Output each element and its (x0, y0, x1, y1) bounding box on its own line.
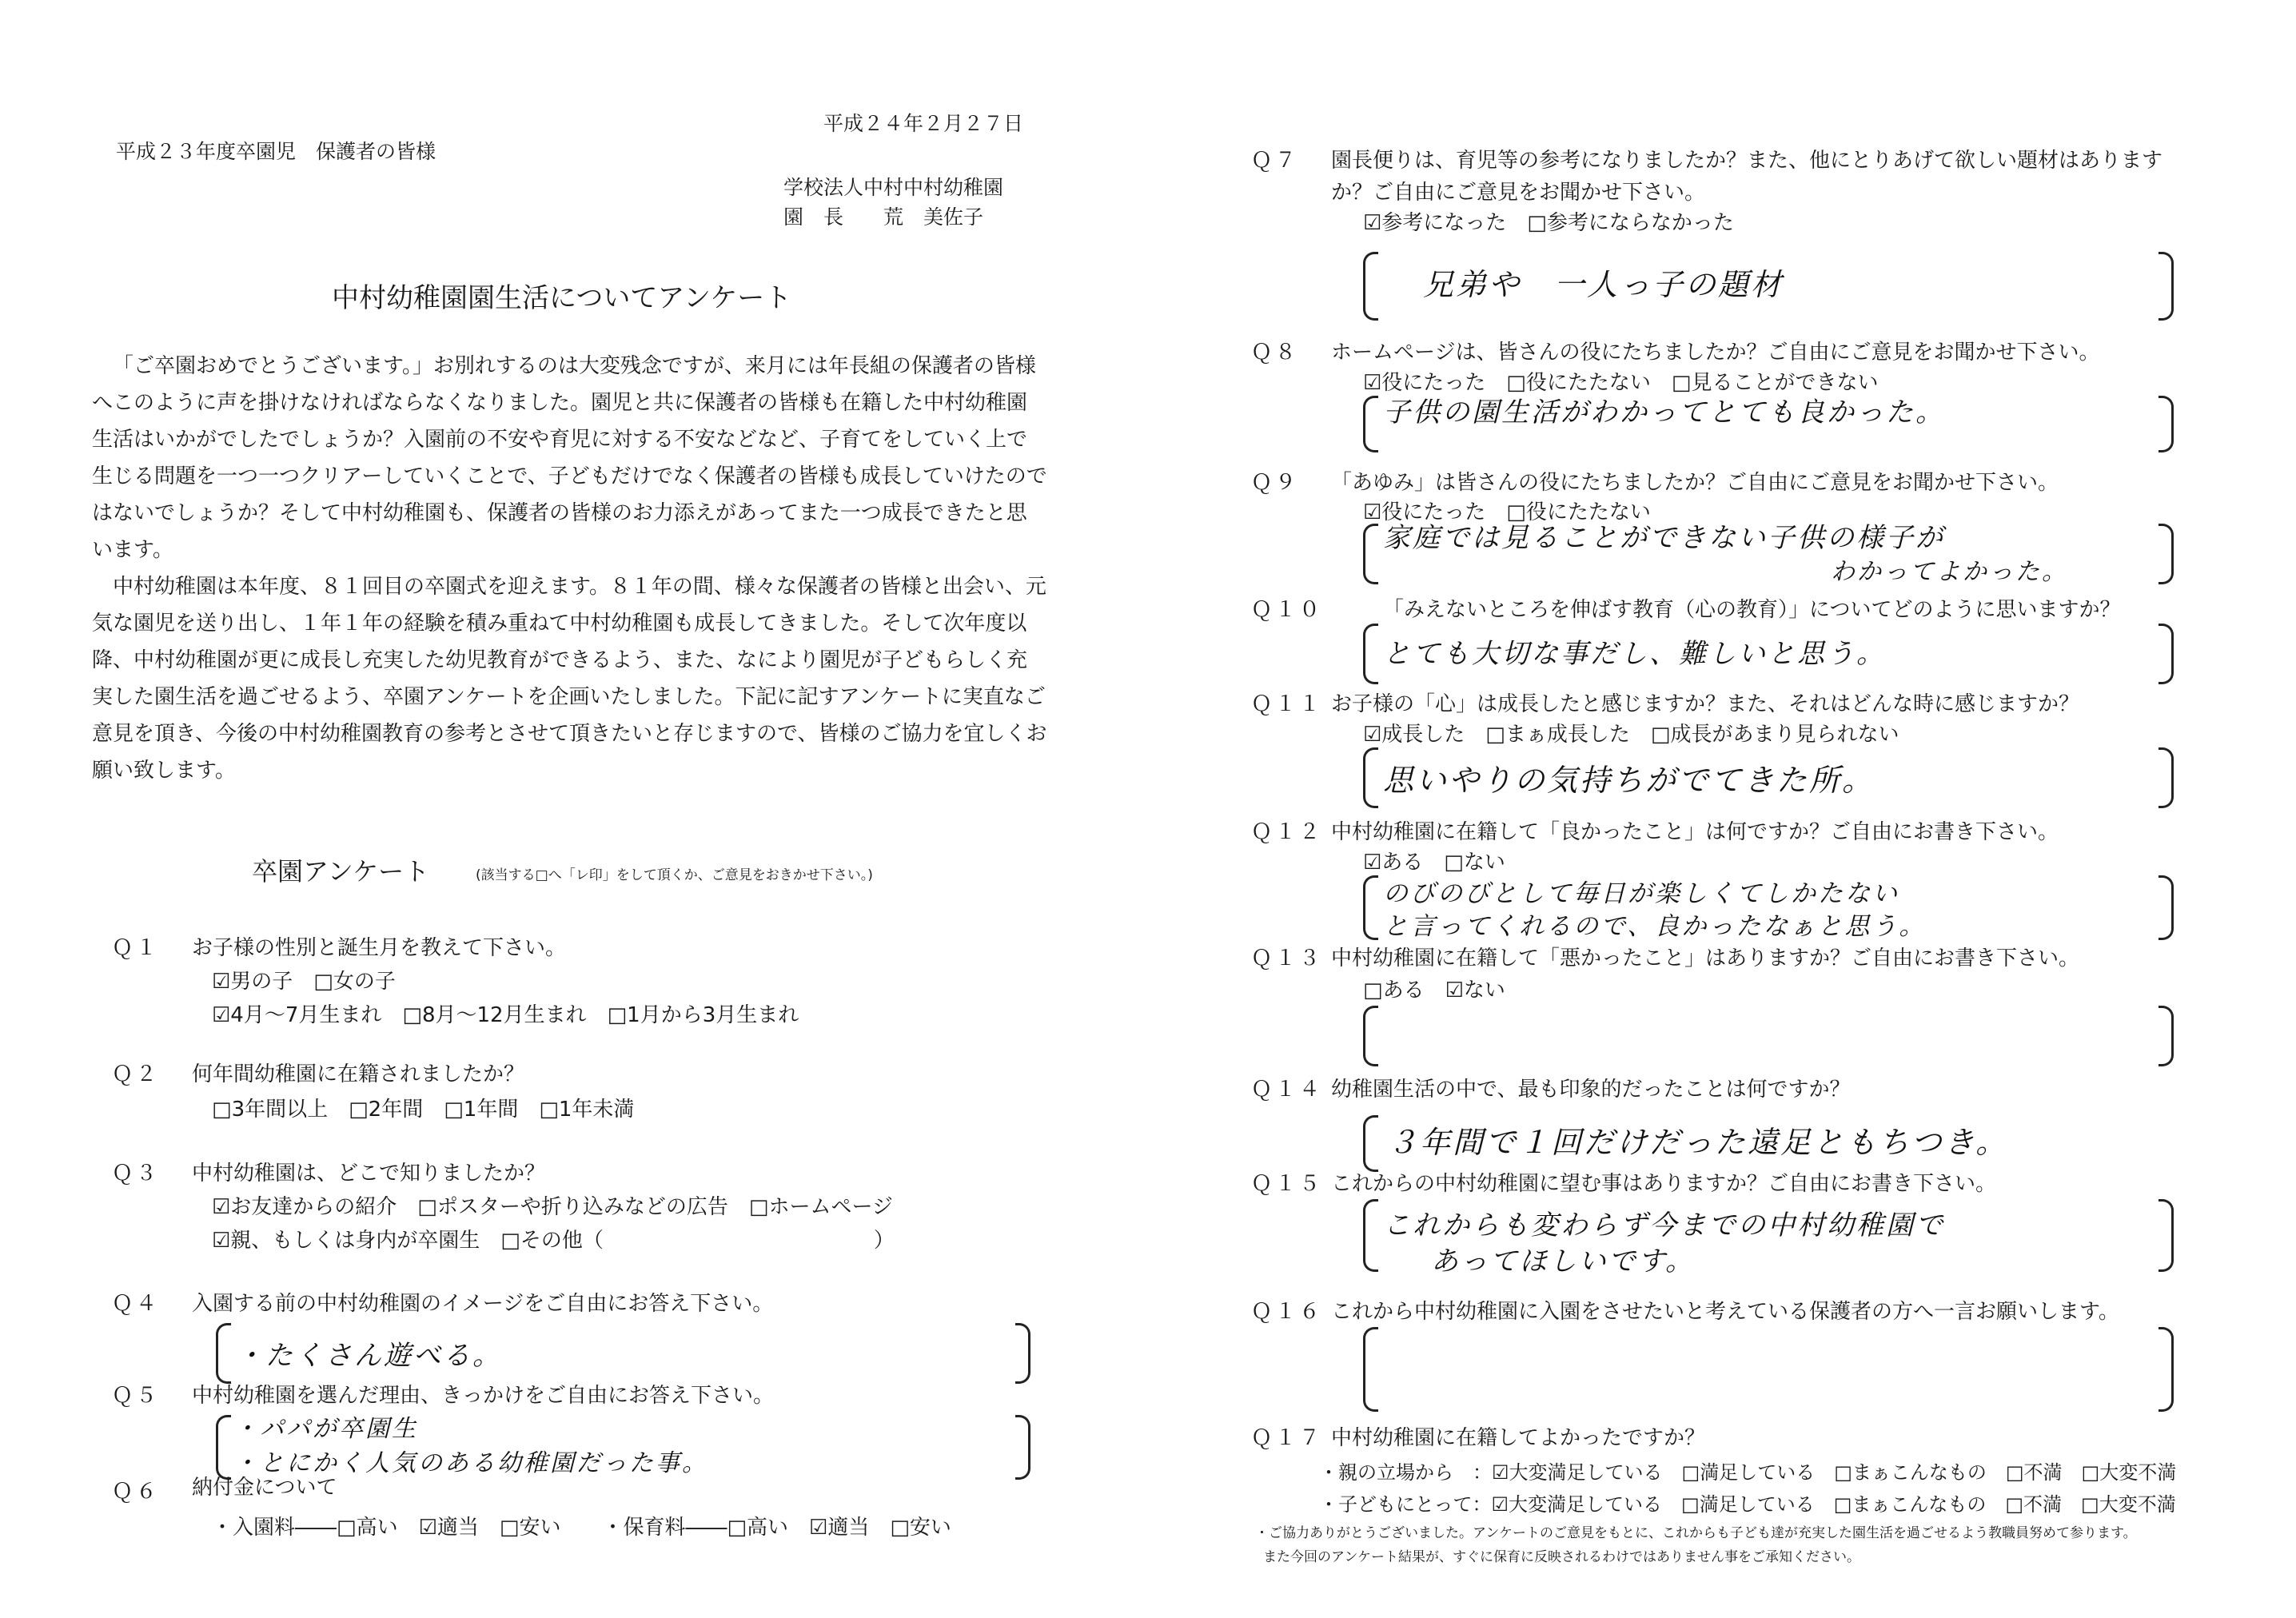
q4-number: Ｑ４ (112, 1292, 161, 1316)
q7-options[interactable]: ☑参考になった □参考にならなかった (1363, 211, 1734, 235)
q1-options-gender[interactable]: ☑男の子 □女の子 (212, 970, 396, 994)
survey-note: (該当する□へ「レ印」をして頂くか、ご意見をおきかせ下さい。) (476, 867, 873, 883)
q1-number: Ｑ１ (112, 936, 161, 960)
q13-question: 中村幼稚園に在籍して「悪かったこと」はありますか？ご自由にお書き下さい。 (1331, 946, 2080, 970)
q9-number: Ｑ９ (1251, 471, 1300, 495)
q12-handwritten-answer-1[interactable]: のびのびとして毎日が楽しくてしかたない (1383, 879, 1899, 908)
q7-question-line2: か？ご自由にご意見をお聞かせ下さい。 (1331, 181, 1706, 205)
footer-line-1: ・ご協力ありがとうございました。アンケートのご意見をもとに、これからも子ども達が充実した園生活を過ごせるよう教職員努めて参ります。 (1255, 1525, 2137, 1541)
q12-answer-bracket-right (2158, 875, 2174, 940)
q13-answer-bracket-left (1363, 1006, 1378, 1066)
q11-answer-bracket-left (1363, 747, 1378, 808)
q4-handwritten-answer[interactable]: ・たくさん遊べる。 (236, 1340, 502, 1372)
q8-answer-bracket-left (1363, 396, 1378, 452)
q1-question: お子様の性別と誕生月を教えて下さい。 (192, 936, 567, 960)
q4-answer-bracket-left (216, 1323, 231, 1384)
q15-number: Ｑ１５ (1251, 1172, 1324, 1196)
q10-handwritten-answer[interactable]: とても大切な事だし、難しいと思う。 (1383, 638, 1886, 670)
q12-question: 中村幼稚園に在籍して「良かったこと」は何ですか？ご自由にお書き下さい。 (1331, 820, 2059, 844)
q12-options[interactable]: ☑ある □ない (1363, 851, 1505, 875)
q15-handwritten-answer-1[interactable]: これからも変わらず今までの中村幼稚園で (1383, 1210, 1945, 1241)
q14-question: 幼稚園生活の中で、最も印象的だったことは何ですか？ (1331, 1078, 1851, 1102)
q6-options[interactable]: ・入園料――□高い ☑適当 □安い ・保育料――□高い ☑適当 □安い (212, 1516, 951, 1540)
intro-paragraph-1: 「ご卒園おめでとうございます。」お別れするのは大変残念ですが、来月には年長組の保護者の皆様へこのように声を掛けなければならなくなりました。園児と共に保護者の皆様も在籍した中村幼稚園生活はいかがでしたでしょうか？入園前の不安や育児に対する不安などなど、子育てをしていく上で生じる問題を一つ一つクリアーしていくことで、子どもだけでなく保護者の皆様も成長していけたのではないでしょうか？そして中村幼稚園も、保護者の皆様のお力添えがあってまた一つ成長できたと思います。 (92, 354, 1047, 562)
q2-number: Ｑ２ (112, 1062, 161, 1086)
q10-answer-bracket-left (1363, 624, 1378, 684)
intro-paragraph-2: 中村幼稚園は本年度、８１回目の卒園式を迎えます。８１年の間、様々な保護者の皆様と出会い、元気な園児を送り出し、１年１年の経験を積み重ねて中村幼稚園も成長してきました。そして次年度以降、中村幼稚園が更に成長し充実した幼児教育ができるよう、また、なにより園児が子どもらしく充実した園生活を過ごせるよう、卒園アンケートを企画いたしました。下記に記すアンケートに実直なご意見を頂き、今後の中村幼稚園教育の参考とさせて頂きたいと存じますので、皆様のご協力を宜しくお願い致します。 (92, 575, 1047, 783)
q12-answer-bracket-left (1363, 875, 1378, 940)
q10-number: Ｑ１０ (1251, 598, 1324, 622)
q5-answer-bracket-right (1015, 1415, 1030, 1480)
q6-number: Ｑ６ (112, 1480, 161, 1504)
date: 平成２４年２月２７日 (823, 112, 1024, 135)
q12-number: Ｑ１２ (1251, 820, 1324, 844)
q9-answer-bracket-right (2158, 524, 2174, 584)
q11-answer-bracket-right (2158, 747, 2174, 808)
q2-options[interactable]: □3年間以上 □2年間 □1年間 □1年未満 (212, 1098, 635, 1122)
intro-text (92, 348, 1047, 789)
q8-options[interactable]: ☑役にたった □役にたたない □見ることができない (1363, 371, 1879, 395)
organization: 学校法人中村中村幼稚園 (783, 176, 1004, 199)
q9-handwritten-answer-2[interactable]: わかってよかった。 (1831, 558, 2068, 586)
q14-number: Ｑ１４ (1251, 1078, 1324, 1102)
q8-handwritten-answer[interactable]: 子供の園生活がわかってとても良かった。 (1383, 397, 1945, 428)
q4-answer-bracket-right (1015, 1323, 1030, 1384)
q2-question: 何年間幼稚園に在籍されましたか？ (192, 1062, 525, 1086)
q11-handwritten-answer[interactable]: 思いやりの気持ちがでてきた所。 (1383, 763, 1875, 798)
q17-options-parent[interactable]: ・親の立場から ：☑大変満足している □満足している □まぁこんなもの □不満 □大変不満 (1319, 1461, 2177, 1484)
q17-number: Ｑ１７ (1251, 1426, 1324, 1450)
q9-answer-bracket-left (1363, 524, 1378, 584)
q11-number: Ｑ１１ (1251, 692, 1324, 716)
q8-question: ホームページは、皆さんの役にたちましたか？ご自由にご意見をお聞かせ下さい。 (1331, 341, 2100, 365)
q7-question-line1: 園長便りは、育児等の参考になりましたか？また、他にとりあげて欲しい題材はあります (1331, 149, 2163, 173)
footer-line-2: また今回のアンケート結果が、すぐに保育に反映されるわけではありません事をご承知ください。 (1263, 1549, 1860, 1565)
addressee: 平成２３年度卒園児 保護者の皆様 (116, 140, 436, 163)
q10-question: 「みえないところを伸ばす教育（心の教育）」についてどのように思いますか？ (1383, 598, 2121, 622)
q9-options[interactable]: ☑役にたった □役にたたない (1363, 500, 1651, 524)
survey-heading: 卒園アンケート (252, 856, 430, 887)
q10-answer-bracket-right (2158, 624, 2174, 684)
q13-answer-bracket-right (2158, 1006, 2174, 1066)
q4-question: 入園する前の中村幼稚園のイメージをご自由にお答え下さい。 (192, 1292, 774, 1316)
q3-options-row1[interactable]: ☑お友達からの紹介 □ポスターや折り込みなどの広告 □ホームページ (212, 1195, 893, 1219)
q15-answer-bracket-left (1363, 1199, 1378, 1272)
q16-question: これから中村幼稚園に入園をさせたいと考えている保護者の方へ一言お願いします。 (1331, 1300, 2119, 1324)
q8-number: Ｑ８ (1251, 341, 1300, 365)
q5-answer-bracket-left (216, 1415, 231, 1480)
q9-question: 「あゆみ」は皆さんの役にたちましたか？ご自由にご意見をお聞かせ下さい。 (1331, 471, 2059, 495)
q8-answer-bracket-right (2158, 396, 2174, 452)
q15-question: これからの中村幼稚園に望む事はありますか？ご自由にお書き下さい。 (1331, 1172, 1997, 1196)
q7-number: Ｑ７ (1251, 149, 1300, 173)
q16-answer-bracket-right (2158, 1327, 2174, 1412)
q12-handwritten-answer-2[interactable]: と言ってくれるので、良かったなぁと思う。 (1383, 912, 1927, 941)
q3-number: Ｑ３ (112, 1162, 161, 1186)
q3-options-row2[interactable]: ☑親、もしくは身内が卒園生 □その他（ ） (212, 1229, 895, 1253)
q14-answer-bracket-left (1363, 1115, 1378, 1172)
q5-handwritten-answer-2[interactable]: ・とにかく人気のある幼稚園だった事。 (233, 1449, 708, 1477)
q15-answer-bracket-right (2158, 1199, 2174, 1272)
q7-answer-bracket-right (2158, 252, 2174, 321)
q6-question: 納付金について (192, 1476, 337, 1500)
q11-question: お子様の「心」は成長したと感じますか？また、それはどんな時に感じますか？ (1331, 692, 2080, 716)
q7-handwritten-answer[interactable]: 兄弟や 一人っ子の題材 (1423, 267, 1784, 302)
q17-question: 中村幼稚園に在籍してよかったですか？ (1331, 1426, 1706, 1450)
q14-handwritten-answer[interactable]: ３年間で１回だけだった遠足ともちつき。 (1387, 1125, 2009, 1160)
q7-answer-bracket-left (1363, 252, 1378, 321)
q3-question: 中村幼稚園は、どこで知りましたか？ (192, 1162, 546, 1186)
q11-options[interactable]: ☑成長した □まぁ成長した □成長があまり見られない (1363, 723, 1899, 747)
q13-number: Ｑ１３ (1251, 946, 1324, 970)
q5-question: 中村幼稚園を選んだ理由、きっかけをご自由にお答え下さい。 (192, 1384, 775, 1408)
q5-number: Ｑ５ (112, 1384, 161, 1408)
q16-answer-bracket-left (1363, 1327, 1378, 1412)
q9-handwritten-answer-1[interactable]: 家庭では見ることができない子供の様子が (1383, 522, 1945, 554)
q15-handwritten-answer-2[interactable]: あってほしいです。 (1431, 1245, 1695, 1277)
q16-number: Ｑ１６ (1251, 1300, 1324, 1324)
principal: 園 長 荒 美佐子 (783, 205, 984, 229)
page-title: 中村幼稚園園生活についてアンケート (332, 282, 792, 314)
q1-options-birth-month[interactable]: ☑4月～7月生まれ □8月～12月生まれ □1月から3月生まれ (212, 1003, 799, 1027)
q17-options-child[interactable]: ・子どもにとって：☑大変満足している □満足している □まぁこんなもの □不満 □大変不満 (1319, 1493, 2176, 1516)
q5-handwritten-answer-1[interactable]: ・パパが卒園生 (233, 1415, 418, 1443)
q13-options[interactable]: □ある ☑ない (1363, 978, 1505, 1002)
